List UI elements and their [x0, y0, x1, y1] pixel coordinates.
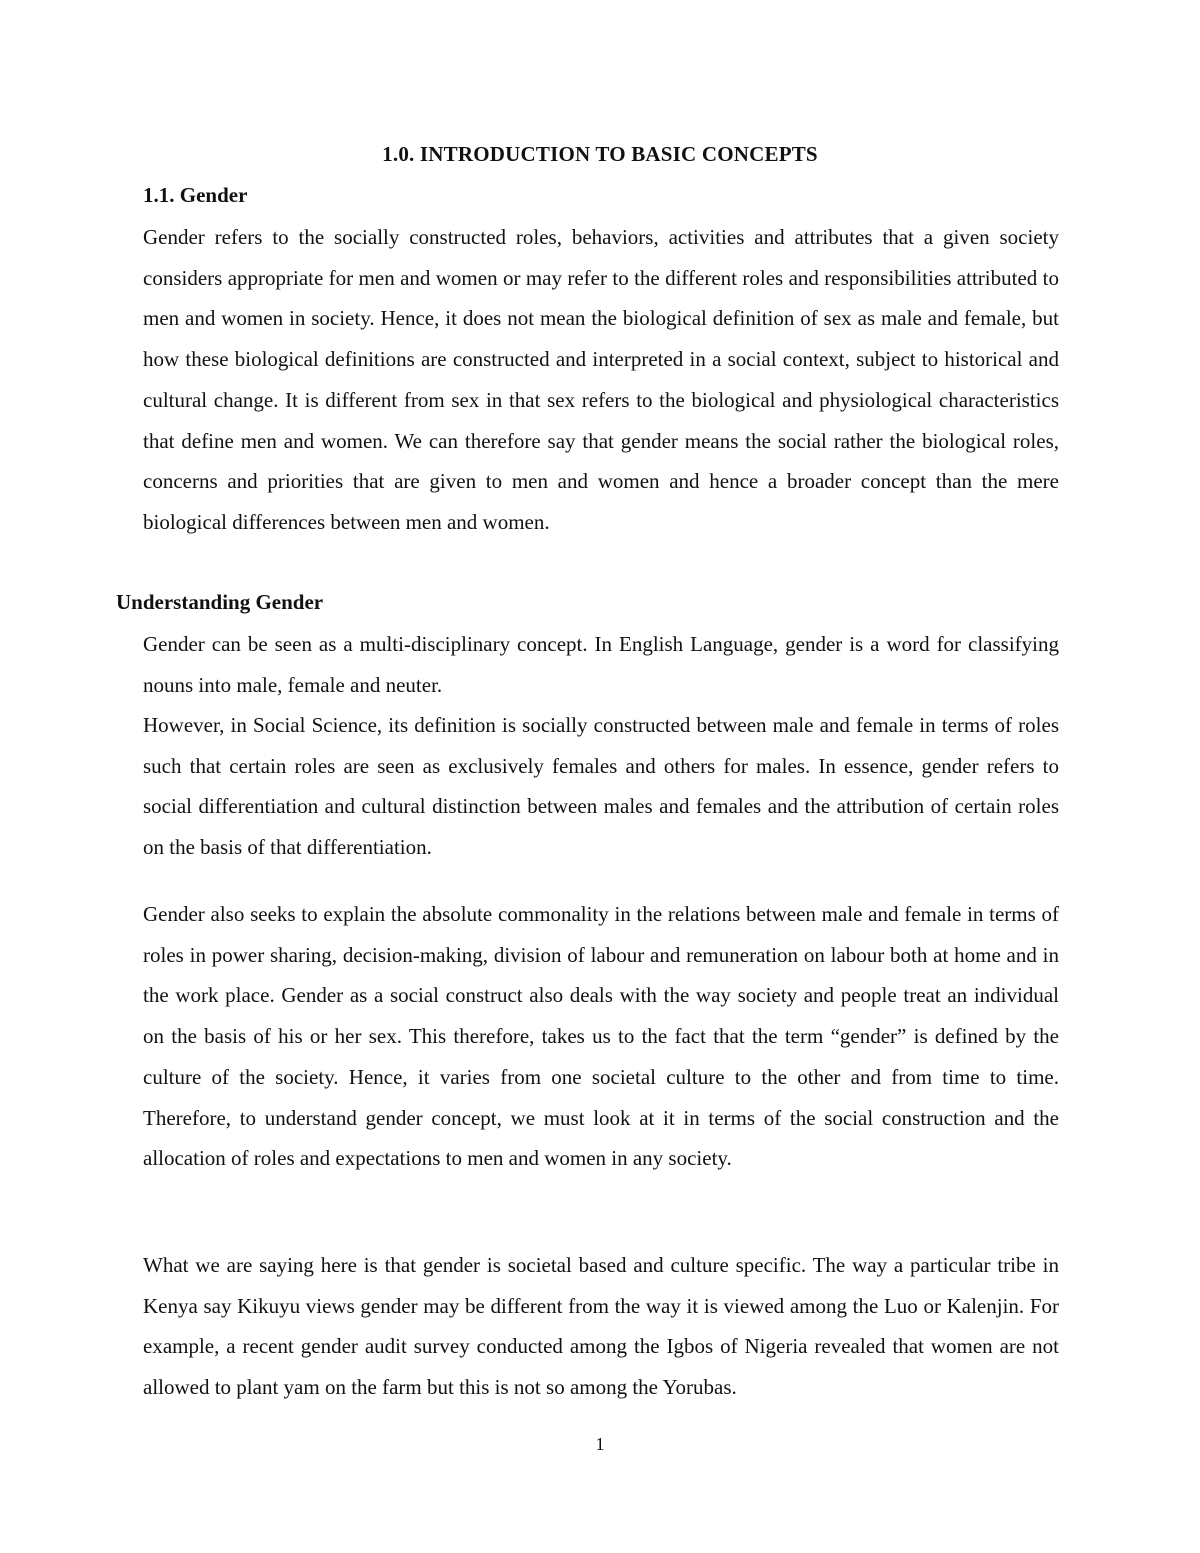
- paragraph-commonality: Gender also seeks to explain the absolute commonality in the relations between male and female in terms of roles in power sharing, decision-making, division of labour and remuneration on labour both at home and in the work place. Gender as a social construct also deals with the way society and people treat an individual on the basis of his or her sex. This therefore, takes us to the fact that the term “gender” is defined by the culture of the society. Hence, it varies from one societal culture to the other and from time to time. Therefore, to understand gender concept, we must look at it in terms of the social construction and the allocation of roles and expectations to men and women in any society.: [143, 902, 1059, 1171]
- paragraph-culture-specific: What we are saying here is that gender is societal based and culture specific. The way a particular tribe in Kenya say Kikuyu views gender may be different from the way it is viewed among the Luo or Kalenjin. For example, a recent gender audit survey conducted among the Igbos of Nigeria revealed that women are not allowed to plant yam on the farm but this is not so among the Yorubas.: [143, 1253, 1059, 1400]
- section-heading-gender: 1.1. Gender: [143, 183, 248, 207]
- paragraph-gender-definition: Gender refers to the socially constructed roles, behaviors, activities and attributes that a given society considers appropriate for men and women or may refer to the different roles and responsibilities attributed to men and women in society. Hence, it does not mean the biological definition of sex as male and female, but how these biological definitions are constructed and interpreted in a social context, subject to historical and cultural change. It is different from sex in that sex refers to the biological and physiological characteristics that define men and women. We can therefore say that gender means the social rather the biological roles, concerns and priorities that are given to men and women and hence a broader concept than the mere biological differences between men and women.: [143, 225, 1059, 534]
- paragraph-multidisciplinary: Gender can be seen as a multi-disciplinary concept. In English Language, gender is a word for classifying nouns into male, female and neuter.: [143, 632, 1059, 697]
- document-title: 1.0. INTRODUCTION TO BASIC CONCEPTS: [382, 142, 818, 166]
- subheading-understanding-gender: Understanding Gender: [116, 590, 324, 614]
- page-number: 1: [595, 1434, 605, 1454]
- paragraph-social-science: However, in Social Science, its definition is socially constructed between male and female in terms of roles such that certain roles are seen as exclusively females and others for males. In essence, gender refers to social differentiation and cultural distinction between males and females and the attribution of certain roles on the basis of that differentiation.: [143, 713, 1059, 860]
